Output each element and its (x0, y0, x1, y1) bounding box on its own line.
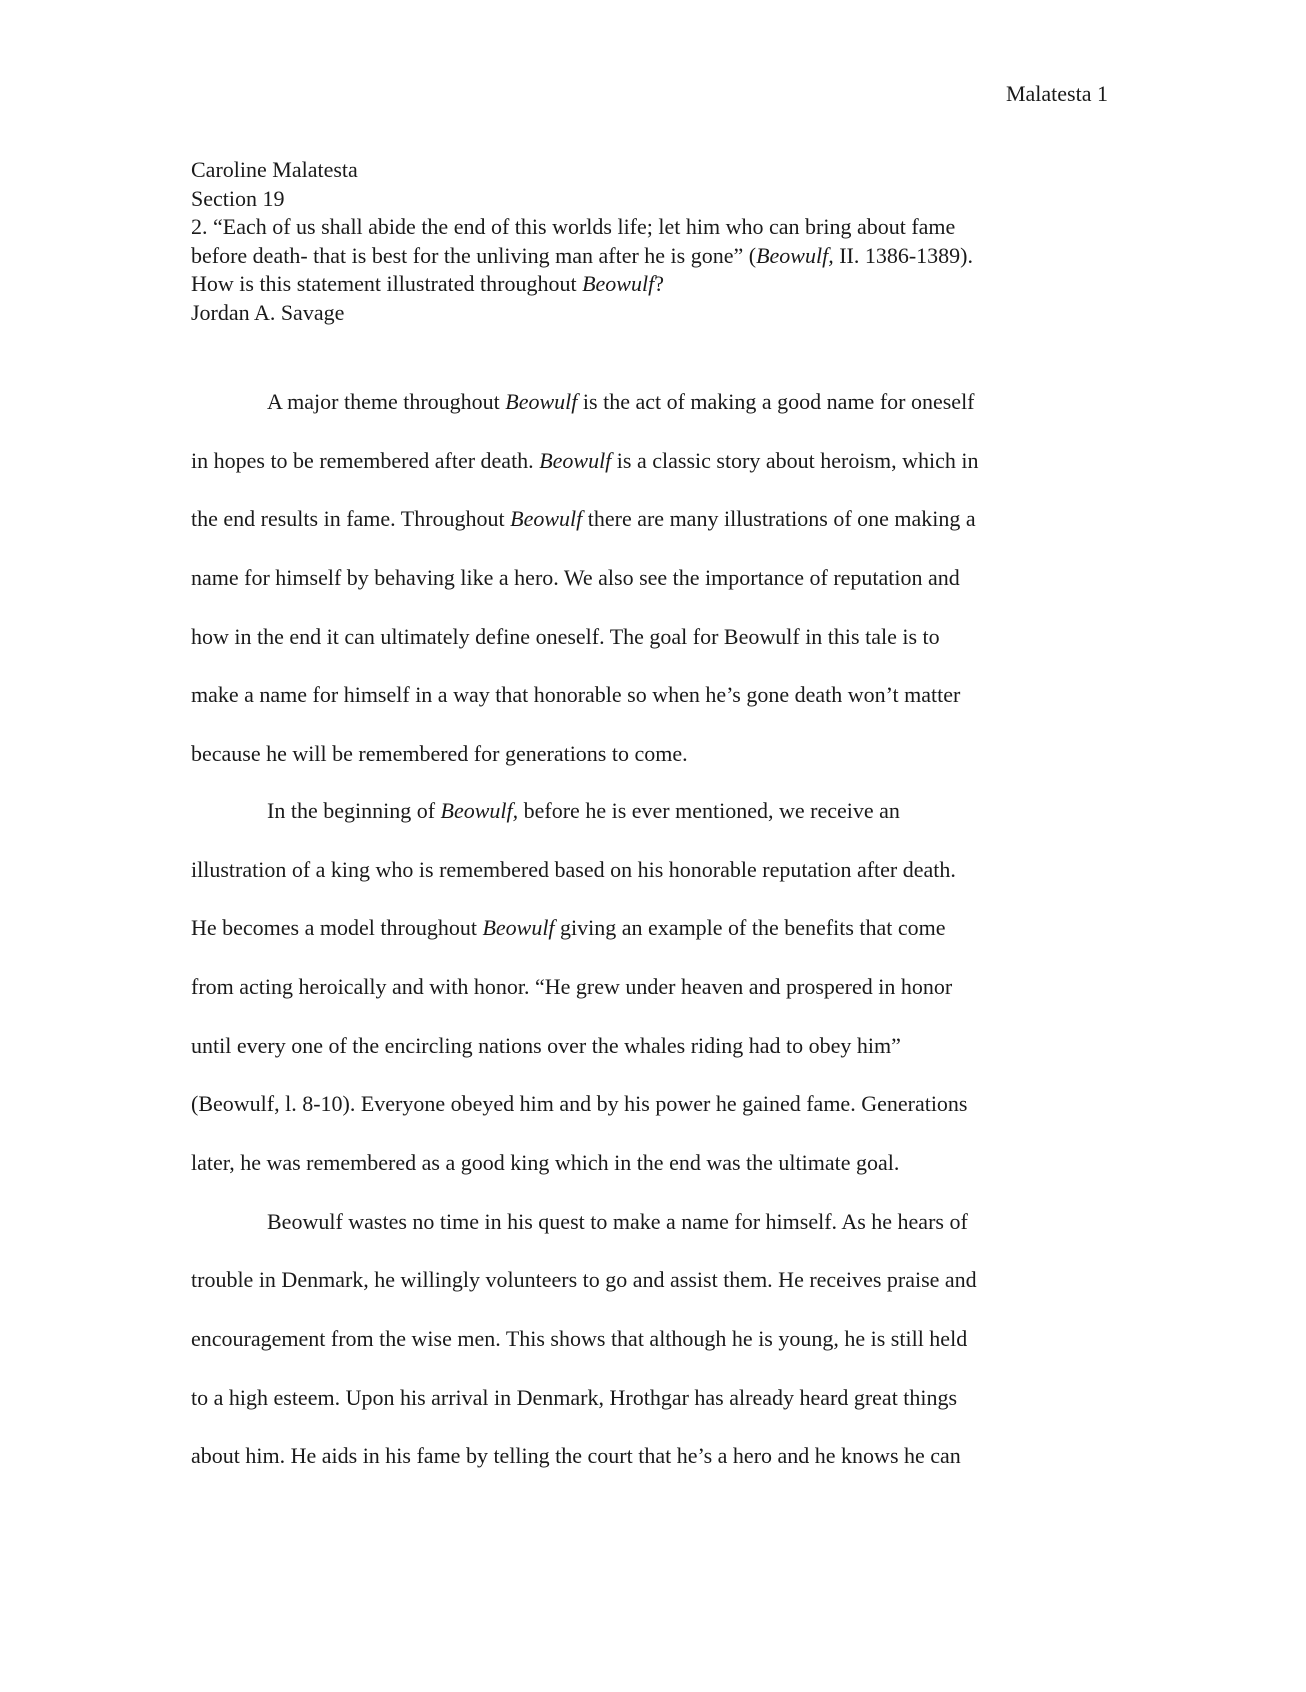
text-run: the end results in fame. Throughout (191, 506, 511, 532)
text-line: later, he was remembered as a good king which in the end was the ultimate goal. (191, 1149, 900, 1175)
running-head: Malatesta 1 (1005, 81, 1108, 106)
text-line: about him. He aids in his fame by telling the court that he’s a hero and he knows he can (191, 1443, 961, 1469)
work-title: Beowulf (539, 447, 612, 473)
text-run: before he is ever mentioned, we receive an (518, 797, 900, 823)
work-title: Beowulf, (440, 797, 519, 823)
prompt-text: II. 1386-1389). (833, 242, 974, 268)
instructor-name: Jordan A. Savage (191, 299, 345, 325)
work-title: Beowulf (482, 915, 555, 941)
text-line (191, 504, 1121, 563)
text-run: is the act of making a good name for oneself (577, 389, 975, 414)
essay-body (191, 387, 1121, 1500)
text-line: trouble in Denmark, he willingly volunteers to go and assist them. He receives praise and (191, 1267, 977, 1293)
text-run: in hopes to be remembered after death. (191, 447, 540, 473)
work-title: Beowulf, (756, 242, 834, 268)
text-run: is a classic story about heroism, which in (611, 447, 979, 473)
text-line (191, 446, 1121, 505)
paragraph-3 (191, 1207, 1121, 1500)
text-line (191, 913, 1121, 972)
text-line: until every one of the encircling nations over the whales riding had to obey him” (191, 1032, 901, 1058)
text-line: make a name for himself in a way that honorable so when he’s gone death won’t matter (191, 682, 961, 708)
text-run: A major theme throughout (267, 389, 506, 414)
essay-prompt-line-1: 2. “Each of us shall abide the end of this worlds life; let him who can bring about fame (191, 214, 956, 239)
work-title: Beowulf (505, 389, 578, 414)
text-run: there are many illustrations of one making a (582, 506, 976, 532)
text-line: from acting heroically and with honor. “He grew under heaven and prospered in honor (191, 973, 953, 999)
text-run: In the beginning of (267, 797, 441, 823)
text-line: to a high esteem. Upon his arrival in Denmark, Hrothgar has already heard great things (191, 1384, 958, 1410)
essay-prompt-line-2 (191, 242, 1121, 271)
course-section: Section 19 (191, 185, 285, 211)
prompt-text: How is this statement illustrated throughout (191, 271, 583, 296)
text-line: illustration of a king who is remembered based on his honorable reputation after death. (191, 856, 956, 882)
text-run: giving an example of the benefits that come (554, 915, 946, 941)
text-line: encouragement from the wise men. This shows that although he is young, he is still held (191, 1326, 968, 1351)
text-run: He becomes a model throughout (191, 915, 483, 941)
work-title: Beowulf (582, 271, 655, 296)
text-line: (Beowulf, l. 8-10). Everyone obeyed him and by his power he gained fame. Generations (191, 1091, 968, 1117)
text-line: how in the end it can ultimately define oneself. The goal for Beowulf in this tale is to (191, 623, 940, 649)
heading-block (191, 156, 1121, 327)
prompt-text: before death- that is best for the unliving man after he is gone” ( (191, 242, 757, 268)
text-line (191, 796, 1121, 855)
essay-prompt-line-3 (191, 270, 1121, 299)
paragraph-1 (191, 387, 1121, 798)
prompt-text: ? (654, 271, 664, 296)
text-line (191, 387, 1121, 446)
text-line: Beowulf wastes no time in his quest to make a name for himself. As he hears of (267, 1208, 968, 1234)
text-line: because he will be remembered for generations to come. (191, 741, 688, 767)
author-name: Caroline Malatesta (191, 157, 358, 182)
text-line: name for himself by behaving like a hero. We also see the importance of reputation and (191, 565, 960, 591)
work-title: Beowulf (510, 506, 583, 532)
paragraph-2 (191, 796, 1121, 1207)
